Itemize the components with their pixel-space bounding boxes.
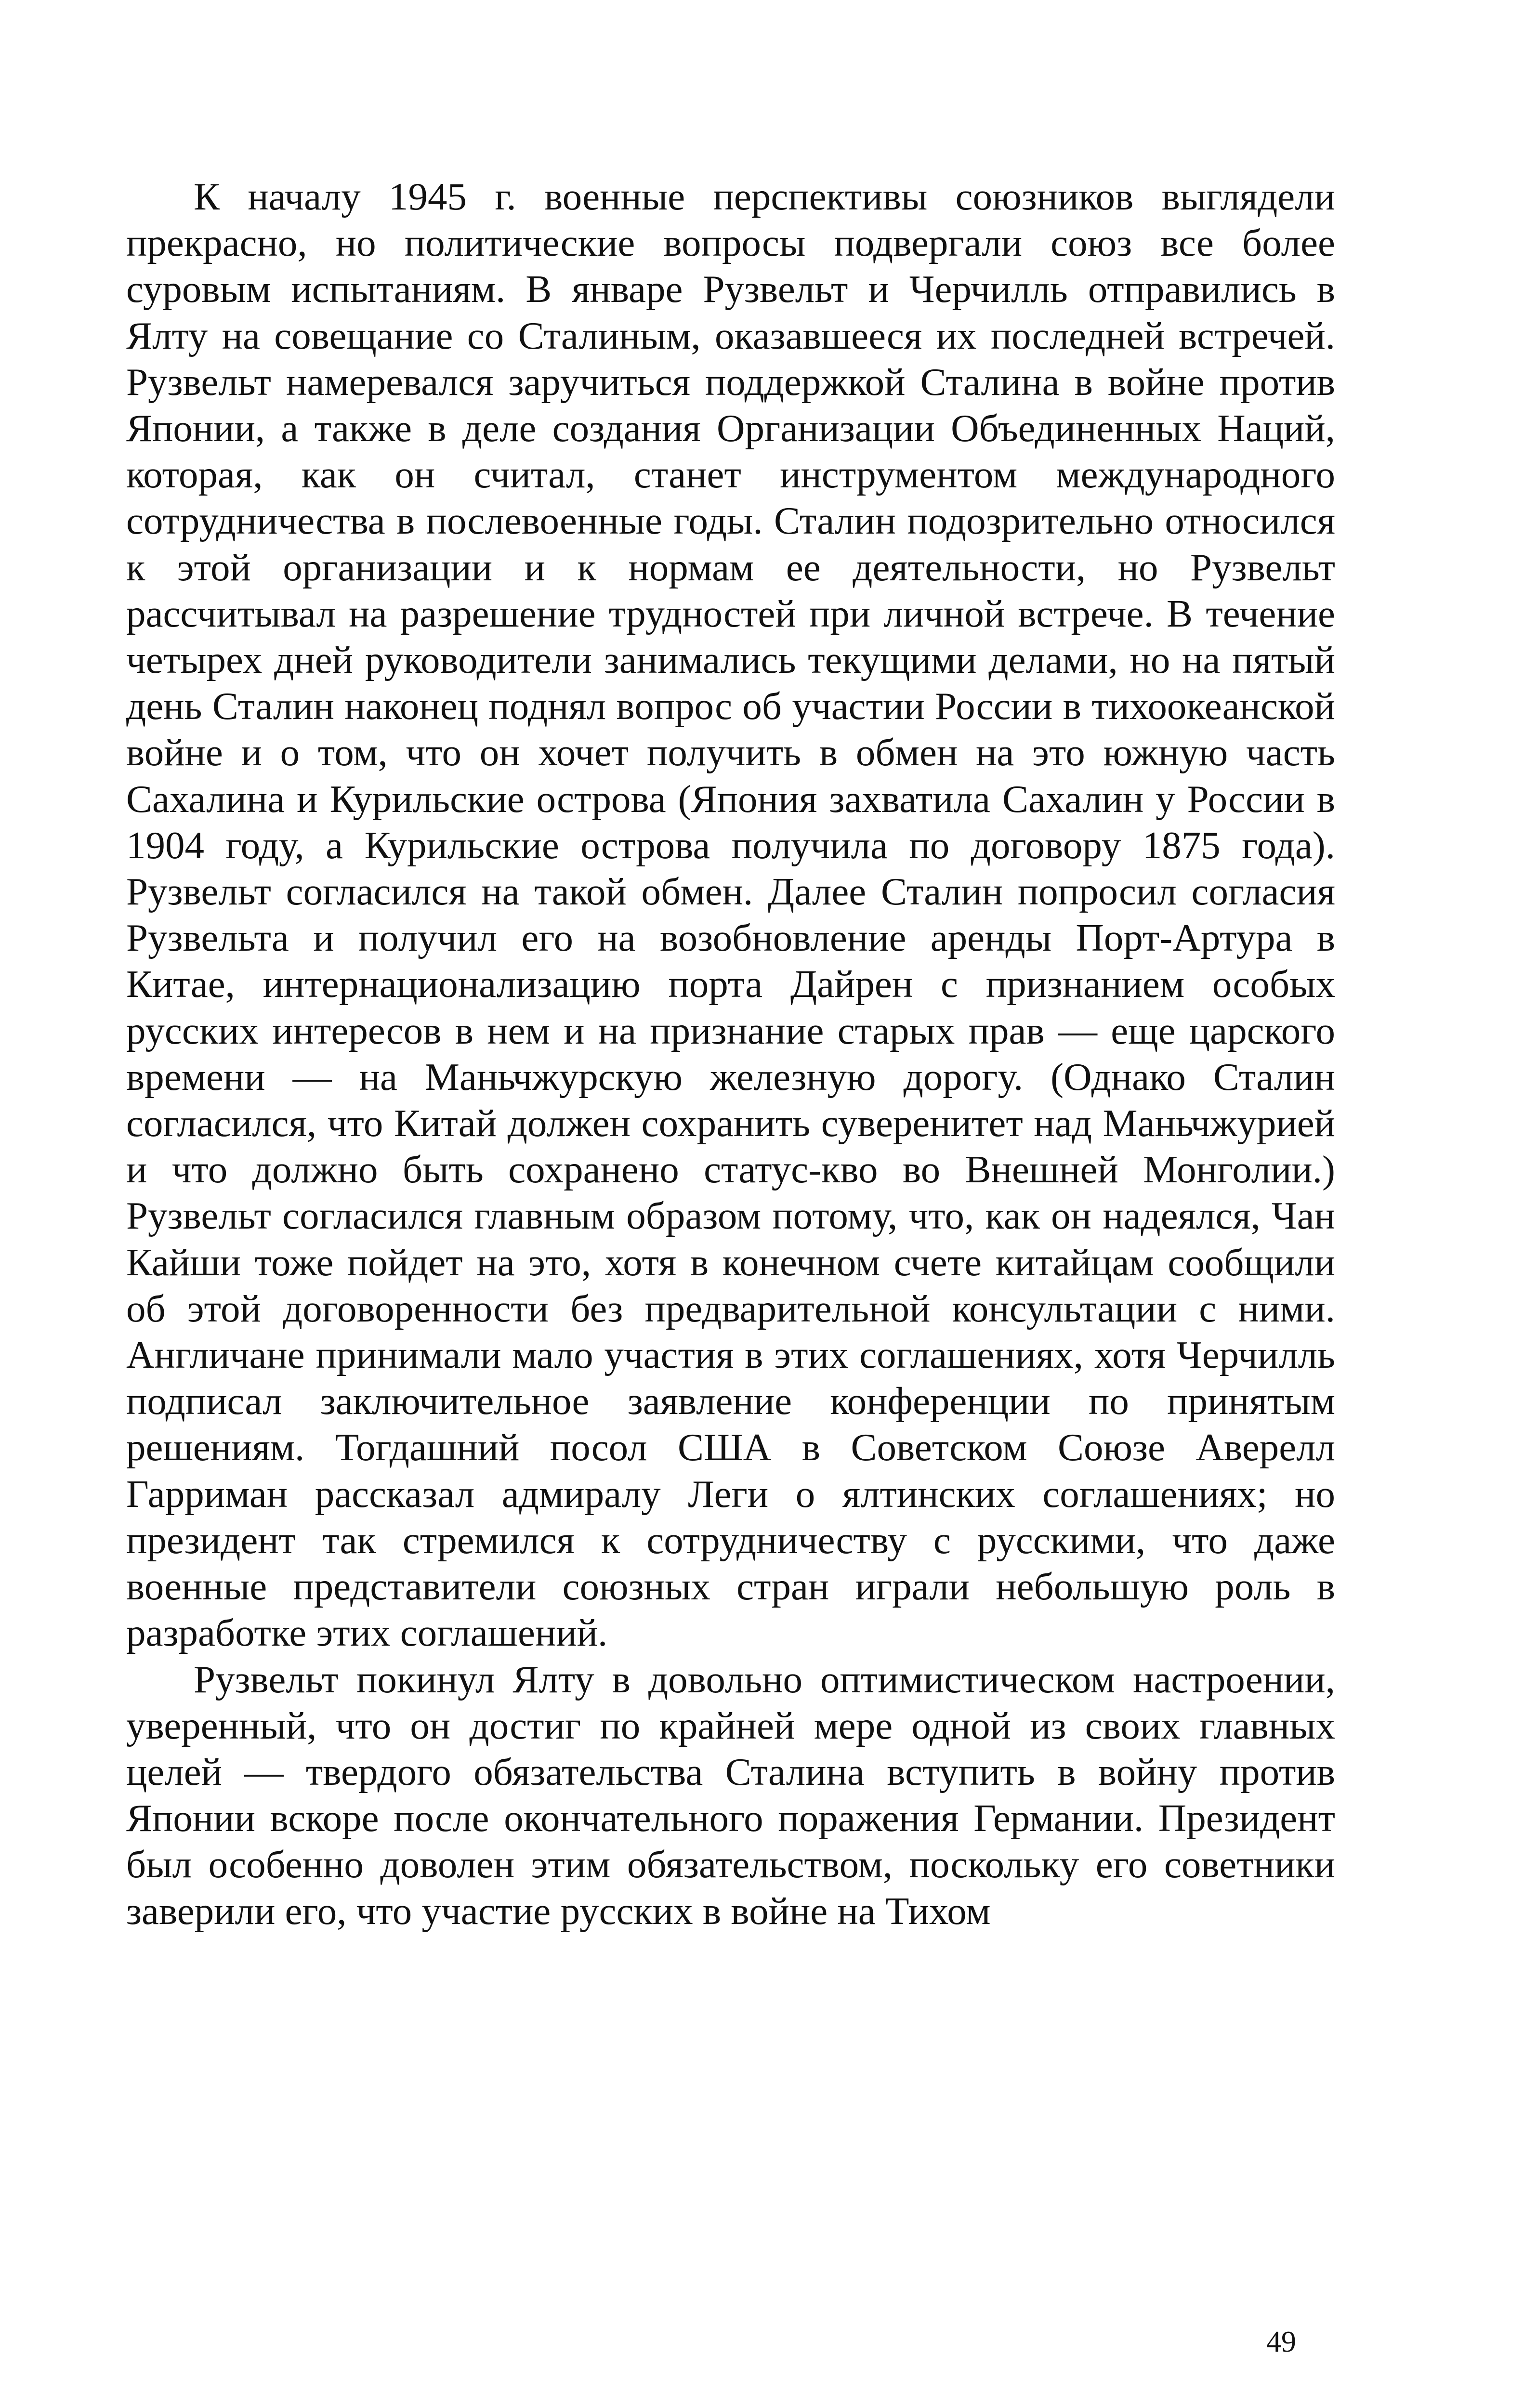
paragraph-2: Рузвельт покинул Ялту в довольно оптимистическом настроении, уверенный, что он достиг по крайней мере одной из своих главных целей — твердого обязательства Сталина вступить в войну против Японии вскоре после окончательного поражения Германии. Президент был особенно доволен этим обязательством, поскольку его советники заверили его, что участие русских в войне на Тихом — [126, 1657, 1335, 1933]
page-number: 49 — [1266, 2326, 1296, 2358]
paragraph-1: К началу 1945 г. военные перспективы союзников выглядели прекрасно, но политические вопросы подвергали союз все более суровым испытаниям. В январе Рузвельт и Черчилль отправились в Ялту на совещание со Сталиным, оказавшееся их последней встречей. Рузвельт намеревался заручиться поддержкой Сталина в войне против Японии, а также в деле создания Организации Объединенных Наций, которая, как он считал, станет инструментом международного сотрудничества в послевоенные годы. Сталин подозрительно относился к этой организации и к нормам ее деятельности, но Рузвельт рассчитывал на разрешение трудностей при личной встрече. В течение четырех дней руководители занимались текущими делами, но на пятый день Сталин наконец поднял вопрос об участии России в тихоокеанской войне и о том, что он хочет получить в обмен на это южную часть Сахалина и Курильские острова (Япония захватила Сахалин у России в 1904 году, а Курильские острова получила по договору 1875 года). Рузвельт согласился на такой обмен. Далее Сталин попросил согласия Рузвельта и получил его на возобновление аренды Порт-Артура в Китае, интернационализацию порта Дайрен с признанием особых русских интересов в нем и на признание старых прав — еще царского времени — на Маньчжурскую железную дорогу. (Однако Сталин согласился, что Китай должен сохранить суверенитет над Маньчжурией и что должно быть сохранено статус-кво во Внешней Монголии.) Рузвельт согласился главным образом потому, что, как он надеялся, Чан Кайши тоже пойдет на это, хотя в конечном счете китайцам сообщили об этой договоренности без предварительной консультации с ними. Англичане принимали мало участия в этих соглашениях, хотя Черчилль подписал заключительное заявление конференции по принятым решениям. Тогдашний посол США в Советском Союзе Аверелл Гарриман рассказал адмиралу Леги о ялтинских соглашениях; но президент так стремился к сотрудничеству с русскими, что даже военные представители союзных стран играли небольшую роль в разработке этих соглашений. — [126, 175, 1335, 1655]
body-text — [126, 173, 1335, 1934]
